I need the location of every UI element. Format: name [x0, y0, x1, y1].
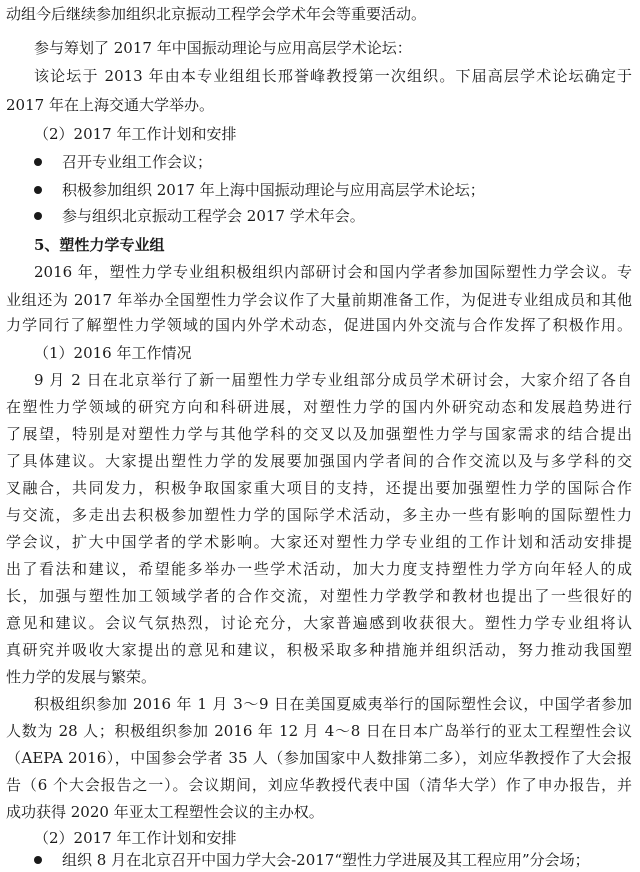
text-line: 叉融合，共同发力，积极争取国家重大项目的支持，还提出要加强塑性力学的国际合作: [6, 479, 632, 497]
text-line: 2016 年，塑性力学专业组积极组织内部研讨会和国内学者参加国际塑性力学会议。专: [34, 263, 632, 281]
text-line: 积极组织参加 2016 年 1 月 3～9 日在美国夏威夷举行的国际塑性会议，中国学者参加: [34, 695, 632, 713]
text-line: 在塑性力学领域的研究方向和科研进展，对塑性力学的国内外研究动态和发展趋势进行: [6, 398, 632, 416]
section-heading: （2）2017 年工作计划和安排: [34, 125, 237, 143]
text-line: 2017 年在上海交通大学举办。: [6, 96, 214, 114]
bullet-icon: [34, 158, 42, 166]
bullet-icon: [34, 856, 42, 864]
text-line: 意见和建议。会议气氛热烈，讨论充分，大家普遍感到收获很大。塑性力学专业组将认: [6, 614, 632, 632]
text-line: 业组还为 2017 年举办全国塑性力学会议作了大量前期准备工作，为促进专业组成员和其他: [6, 291, 632, 309]
text-line: 参与筹划了 2017 年中国振动理论与应用高层学术论坛：: [34, 39, 412, 57]
text-line: 力学同行了解塑性力学领域的国内外学术动态，促进国内外交流与合作发挥了积极作用。: [6, 316, 632, 334]
text-line: 动组今后继续参加组织北京振动工程学会学术年会等重要活动。: [6, 5, 427, 23]
text-line: 成功获得 2020 年亚太工程塑性会议的主办权。: [6, 803, 324, 821]
section-heading: （2）2017 年工作计划和安排: [34, 829, 237, 847]
bullet-text: 组织 8 月在北京召开中国力学大会-2017“塑性力学进展及其工程应用”分会场；: [62, 851, 590, 869]
bullet-text: 召开专业组工作会议；: [62, 153, 213, 171]
section-heading: （1）2016 年工作情况: [34, 344, 192, 362]
text-line: 性力学的发展与繁荣。: [6, 668, 157, 686]
text-line: 学会议，扩大中国学者的学术影响。大家还对塑性力学专业组的工作计划和活动安排提: [6, 533, 632, 551]
text-line: 了具体建议。大家提出塑性力学的发展要加强国内学者间的合作交流以及与多学科的交: [6, 452, 632, 470]
text-line: 长，加强与塑性加工领域学者的合作交流，对塑性力学教学和教材也提出了一些很好的: [6, 587, 632, 605]
text-line: 与交流，多走出去积极参加塑性力学的国际学术活动，多主办一些有影响的国际塑性力: [6, 506, 632, 524]
text-line: 人数为 28 人；积极组织参加 2016 年 12 月 4～8 日在日本广岛举行的亚太工程塑性会议: [6, 722, 632, 740]
text-line: 该论坛于 2013 年由本专业组组长邢誉峰教授第一次组织。下届高层学术论坛确定于: [34, 67, 632, 85]
bullet-icon: [34, 212, 42, 220]
bullet-text: 参与组织北京振动工程学会 2017 学术年会。: [62, 207, 365, 225]
bullet-text: 积极参加组织 2017 年上海中国振动理论与应用高层学术论坛；: [62, 181, 485, 199]
text-line: 出了看法和建议，希望能多举办一些学术活动，加大力度支持塑性力学方向年轻人的成: [6, 560, 632, 578]
text-line: 9 月 2 日在北京举行了新一届塑性力学专业组部分成员学术研讨会，大家介绍了各自: [34, 371, 632, 389]
text-line: （AEPA 2016），中国参会学者 35 人（参加国家中人数排第二多），刘应华教授作了大会报: [6, 749, 632, 767]
text-line: 真研究并吸收大家提出的意见和建议，积极采取多种措施并组织活动，努力推动我国塑: [6, 641, 632, 659]
text-line: 了展望，特别是对塑性力学与其他学科的交叉以及加强塑性力学与国家需求的结合提出: [6, 425, 632, 443]
section-title: 5、塑性力学专业组: [34, 236, 165, 254]
bullet-icon: [34, 186, 42, 194]
text-line: 告（6 个大会报告之一）。会议期间，刘应华教授代表中国（清华大学）作了申办报告，并: [6, 776, 632, 794]
